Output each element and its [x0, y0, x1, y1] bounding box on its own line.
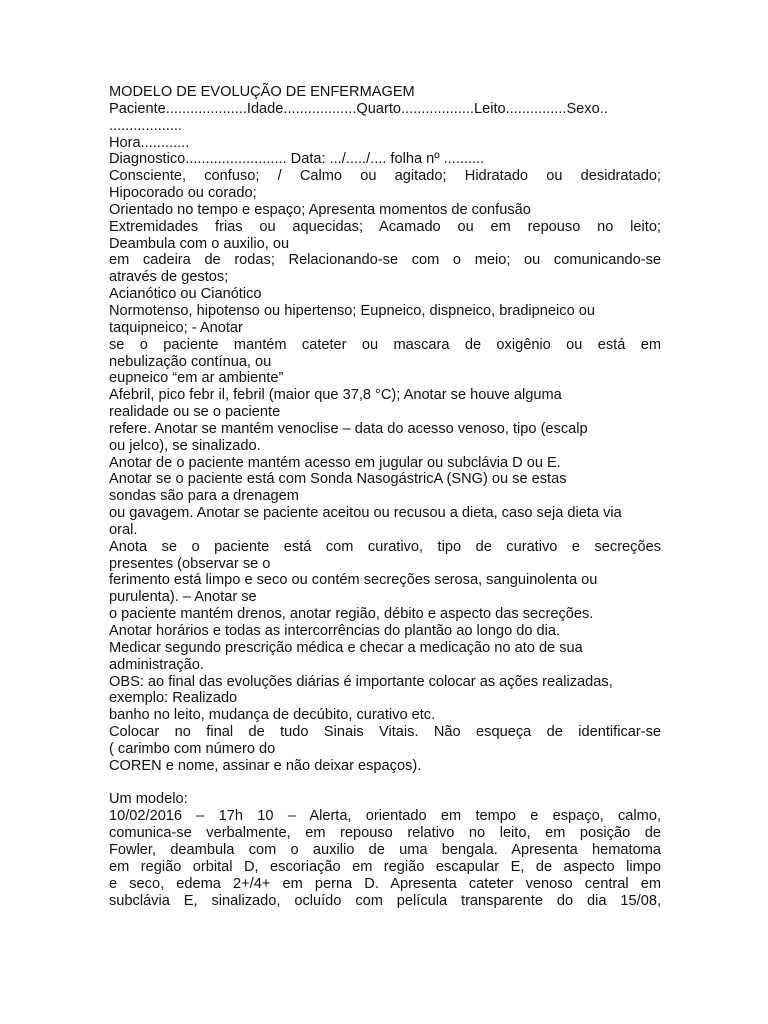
- sample-line: comunica-se verbalmente, em repouso relativo no leito, em posição de: [109, 825, 661, 842]
- text-line: Acianótico ou Cianótico: [109, 286, 262, 303]
- sample-line: 10/02/2016 – 17h 10 – Alerta, orientado em tempo e espaço, calmo,: [109, 808, 661, 825]
- text-line: refere. Anotar se mantém venoclise – data do acesso venoso, tipo (escalp: [109, 420, 588, 437]
- form-header-lines: [109, 101, 661, 168]
- sample-line: subclávia E, sinalizado, ocluído com película transparente do dia 15/08,: [109, 892, 661, 909]
- patient-fields-line: Paciente....................Idade..................Quarto..................Leito...............Sexo..: [109, 100, 608, 117]
- text-line: purulenta). – Anotar se: [109, 589, 257, 606]
- text-line: OBS: ao final das evoluções diárias é importante colocar as ações realizadas,: [109, 673, 613, 690]
- text-line: exemplo: Realizado: [109, 690, 238, 707]
- time-field-line: Hora............: [109, 134, 190, 151]
- text-line: Anotar de o paciente mantém acesso em jugular ou subclávia D ou E.: [109, 454, 561, 471]
- text-line: Orientado no tempo e espaço; Apresenta momentos de confusão: [109, 201, 531, 218]
- spacer: [109, 775, 661, 792]
- text-line: ou gavagem. Anotar se paciente aceitou ou recusou a dieta, caso seja dieta via: [109, 505, 622, 522]
- text-line: em cadeira de rodas; Relacionando-se com o meio; ou comunicando-se: [109, 252, 661, 269]
- text-line: presentes (observar se o: [109, 555, 271, 572]
- sample-line: em região orbital D, escoriação em região escapular E, de aspecto limpo: [109, 858, 661, 875]
- patient-fields-continuation: ..................: [109, 117, 182, 134]
- text-line: se o paciente mantém cateter ou mascara de oxigênio ou está em: [109, 336, 661, 353]
- text-line: Anota se o paciente está com curativo, tipo de curativo e secreções: [109, 538, 661, 555]
- sample-section: [109, 791, 661, 909]
- text-line: sondas são para a drenagem: [109, 488, 299, 505]
- text-line: Deambula com o auxilio, ou: [109, 235, 290, 252]
- text-line: Colocar no final de tudo Sinais Vitais. Não esqueça de identificar-se: [109, 724, 661, 741]
- text-line: nebulização contínua, ou: [109, 353, 272, 370]
- text-line: eupneico “em ar ambiente”: [109, 370, 284, 387]
- sample-heading: Um modelo:: [109, 791, 188, 808]
- text-line: banho no leito, mudança de decúbito, curativo etc.: [109, 707, 436, 724]
- text-line: Anotar horários e todas as intercorrências do plantão ao longo do dia.: [109, 623, 561, 639]
- diagnosis-field-line: Diagnostico......................... Data: .../...../.... folha nº ..........: [109, 151, 485, 168]
- text-line: COREN e nome, assinar e não deixar espaços).: [109, 757, 422, 774]
- sample-line: Fowler, deambula com o auxilio de uma bengala. Apresenta hematoma: [109, 841, 661, 858]
- text-line: Normotenso, hipotenso ou hipertenso; Eupneico, dispneico, bradipneico ou: [109, 302, 595, 319]
- text-line: ferimento está limpo e seco ou contém secreções serosa, sanguinolenta ou: [109, 572, 598, 589]
- text-line: Medicar segundo prescrição médica e checar a medicação no ato de sua: [109, 639, 583, 656]
- text-line: administração.: [109, 656, 204, 673]
- document-page: [109, 84, 661, 909]
- document-title: MODELO DE EVOLUÇÃO DE ENFERMAGEM: [109, 84, 415, 100]
- text-line: ou jelco), se sinalizado.: [109, 437, 261, 454]
- text-line: Consciente, confuso; / Calmo ou agitado; Hidratado ou desidratado;: [109, 168, 661, 185]
- text-line: Afebril, pico febr il, febril (maior que 37,8 °C); Anotar se houve alguma: [109, 387, 562, 404]
- text-line: Extremidades frias ou aquecidas; Acamado ou em repouso no leito;: [109, 218, 661, 235]
- text-line: taquipneico; - Anotar: [109, 319, 243, 336]
- text-line: o paciente mantém drenos, anotar região, débito e aspecto das secreções.: [109, 606, 594, 623]
- sample-line: e seco, edema 2+/4+ em perna D. Apresenta cateter venoso central em: [109, 875, 661, 892]
- text-line: oral.: [109, 521, 138, 538]
- instructions-body: [109, 168, 661, 774]
- text-line: através de gestos;: [109, 269, 229, 286]
- text-line: Anotar se o paciente está com Sonda NasogástricA (SNG) ou se estas: [109, 471, 567, 488]
- text-line: ( carimbo com número do: [109, 740, 276, 757]
- text-line: realidade ou se o paciente: [109, 404, 281, 421]
- text-line: Hipocorado ou corado;: [109, 185, 257, 202]
